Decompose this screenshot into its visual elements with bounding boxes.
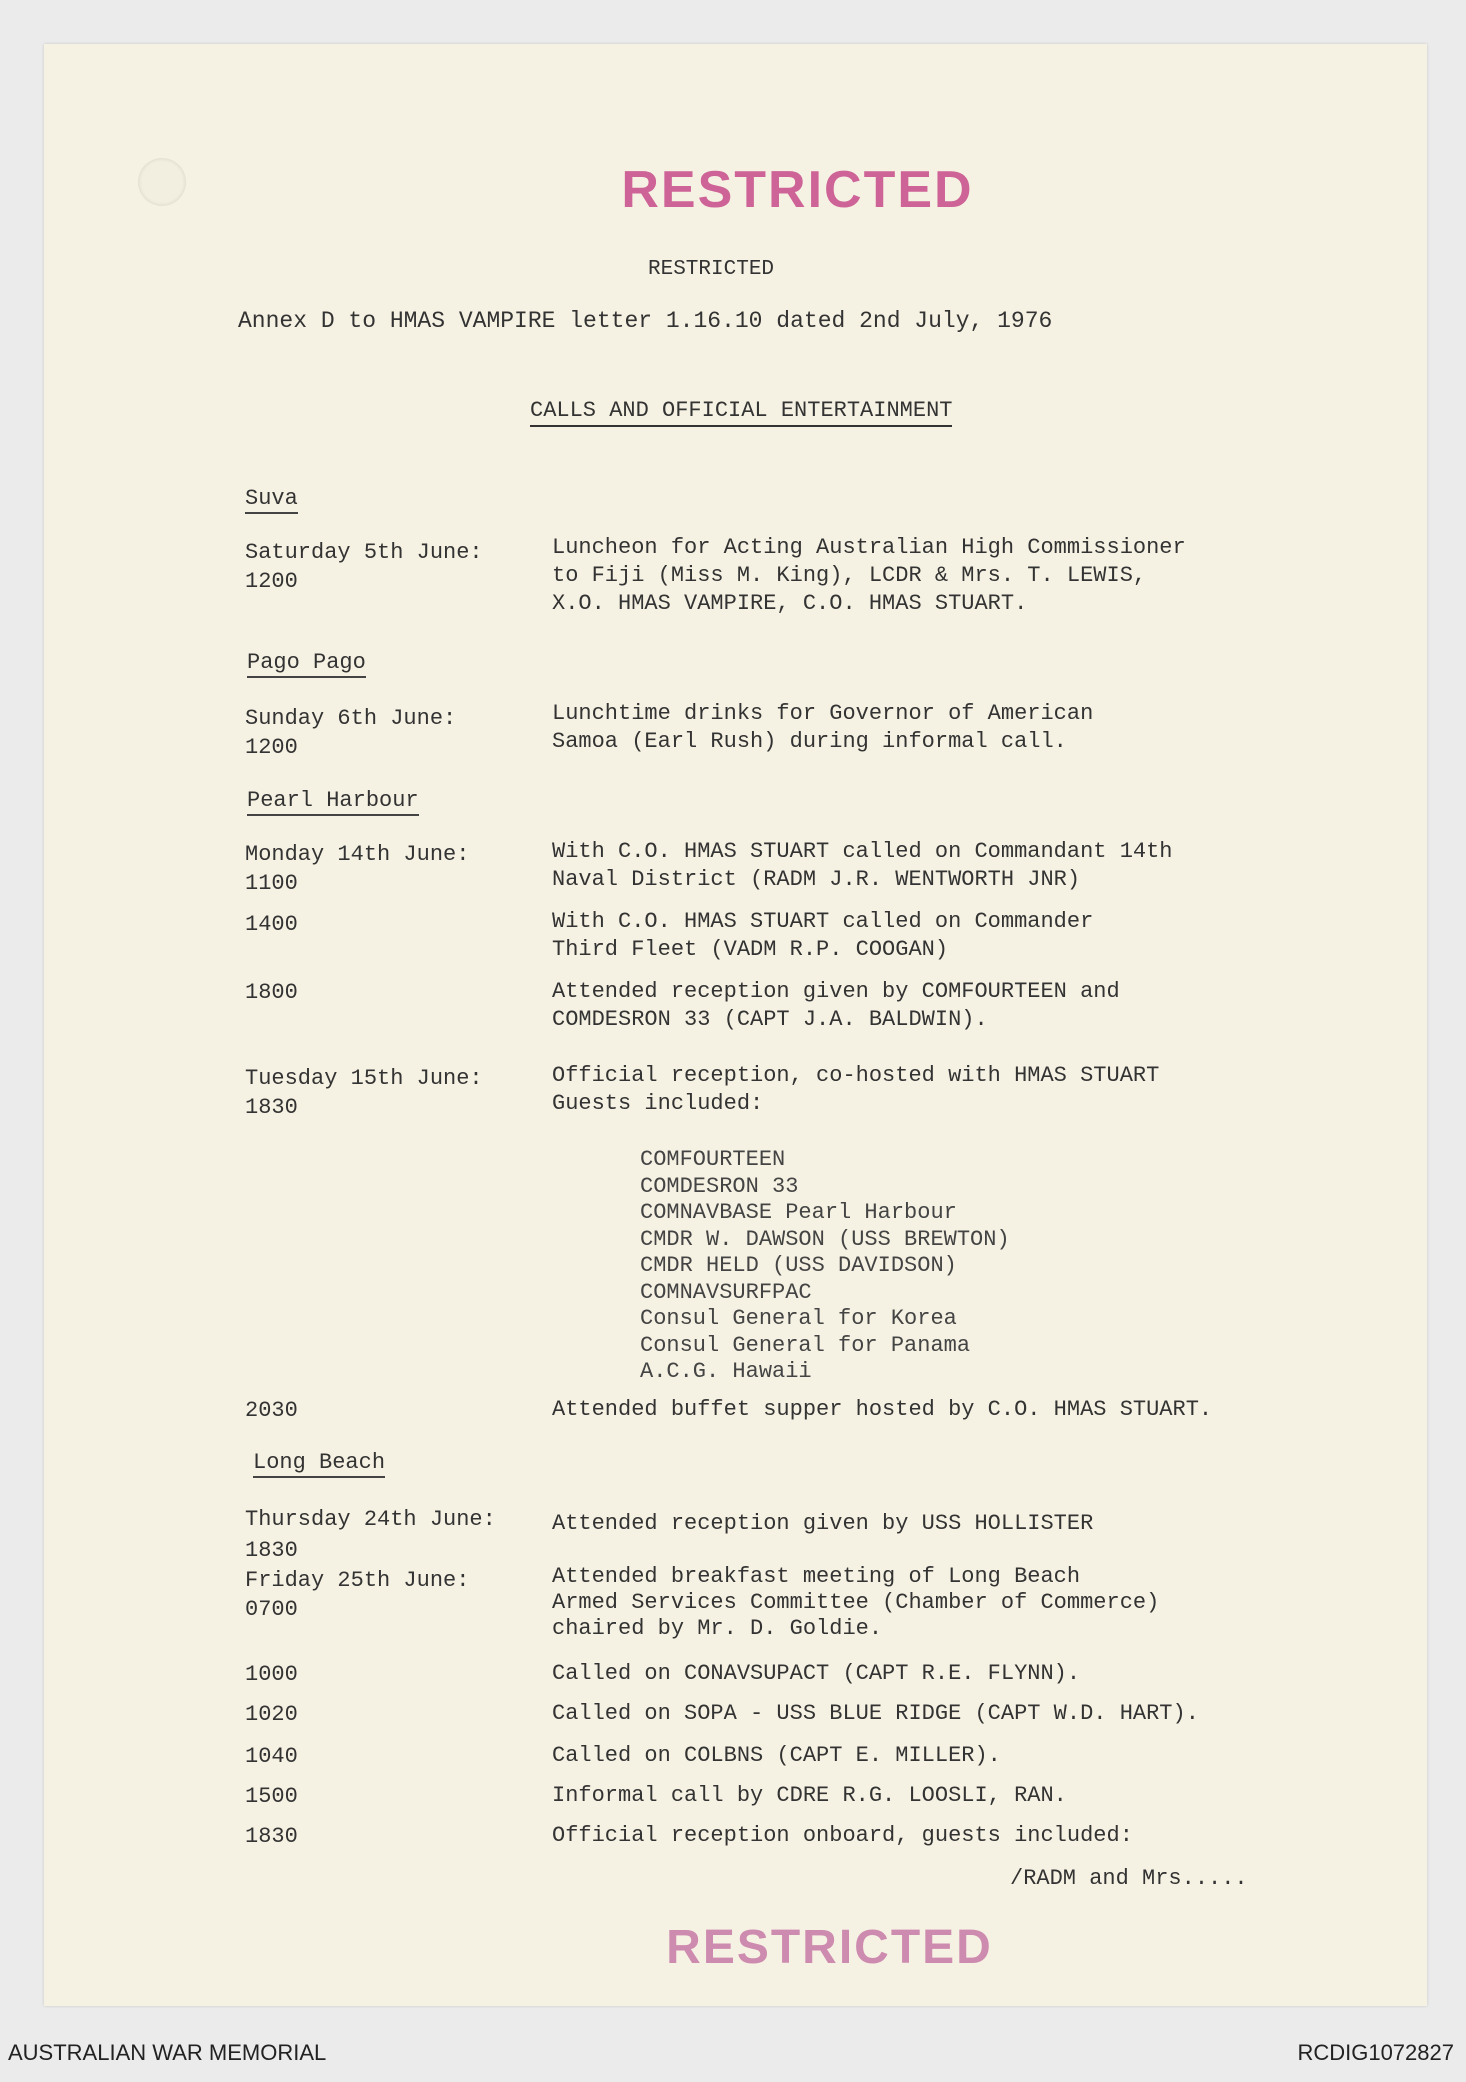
entry-date: Monday 14th June: 1100 — [245, 842, 470, 896]
entry-description: Attended reception given by COMFOURTEEN and COMDESRON 33 (CAPT J.A. BALDWIN). — [552, 979, 1120, 1032]
guest-list-item: COMDESRON 33 — [640, 1173, 799, 1199]
entry-date: Friday 25th June: 0700 — [245, 1568, 470, 1622]
entry-description: Official reception, co-hosted with HMAS STUART Guests included: — [552, 1063, 1160, 1116]
entry-date: Sunday 6th June: 1200 — [245, 706, 457, 760]
place-heading-pearl-harbour: Pearl Harbour — [247, 788, 419, 816]
entry-description: Official reception onboard, guests included: — [552, 1823, 1133, 1848]
guest-list-item: Consul General for Panama — [640, 1332, 971, 1358]
entry-date: 1020 — [245, 1702, 298, 1727]
entry-date: Tuesday 15th June: 1830 — [245, 1066, 483, 1120]
entry-date: 1000 — [245, 1662, 298, 1687]
entry-description: Called on SOPA - USS BLUE RIDGE (CAPT W.D. HART). — [552, 1701, 1199, 1726]
document-page — [44, 44, 1427, 2006]
place-heading-long-beach: Long Beach — [253, 1450, 385, 1478]
archive-credit: AUSTRALIAN WAR MEMORIAL — [8, 2040, 327, 2065]
entry-description: Called on CONAVSUPACT (CAPT R.E. FLYNN). — [552, 1661, 1081, 1686]
guest-list-item: CMDR HELD (USS DAVIDSON) — [640, 1253, 957, 1278]
guest-list-item: Consul General for Korea — [640, 1306, 957, 1331]
archive-reference: RCDIG1072827 — [1297, 2040, 1454, 2065]
guest-list-item: COMNAVSURFPAC — [640, 1279, 812, 1305]
guest-list-item: A.C.G. Hawaii — [640, 1359, 812, 1384]
entry-description: Attended buffet supper hosted by C.O. HMAS STUART. — [552, 1397, 1213, 1422]
entry-date: Saturday 5th June: 1200 — [245, 540, 483, 594]
guest-list-item: COMFOURTEEN — [640, 1147, 786, 1172]
entry-description: Attended reception given by USS HOLLISTER — [552, 1511, 1094, 1536]
entry-description: Informal call by CDRE R.G. LOOSLI, RAN. — [552, 1783, 1067, 1808]
annex-line: Annex D to HMAS VAMPIRE letter 1.16.10 dated 2nd July, 1976 — [238, 308, 1053, 334]
entry-date: 1040 — [245, 1744, 298, 1769]
typed-restricted-label: RESTRICTED — [648, 258, 775, 281]
entry-date: 1500 — [245, 1784, 298, 1809]
guest-list — [640, 1147, 1010, 1386]
continuation-note: /RADM and Mrs..... — [1010, 1866, 1248, 1891]
guest-list-item: CMDR W. DAWSON (USS BREWTON) — [640, 1226, 1010, 1252]
entry-date: 1830 — [245, 1824, 298, 1849]
entry-description: Attended breakfast meeting of Long Beach Armed Services Committee (Chamber of Commerce) chaired by Mr. D. Goldie. — [552, 1564, 1160, 1641]
entry-description: Lunchtime drinks for Governor of American Samoa (Earl Rush) during informal call. — [552, 701, 1094, 754]
restricted-stamp-top: RESTRICTED — [621, 161, 974, 219]
restricted-stamp-bottom: RESTRICTED — [666, 1921, 993, 1974]
entry-description: With C.O. HMAS STUART called on Commandant 14th Naval District (RADM J.R. WENTWORTH JNR) — [552, 839, 1173, 892]
place-heading-suva: Suva — [245, 486, 298, 514]
place-heading-pago-pago: Pago Pago — [247, 650, 366, 678]
entry-date: 1400 — [245, 912, 298, 937]
entry-date: 2030 — [245, 1398, 298, 1423]
entry-description: Luncheon for Acting Australian High Commissioner to Fiji (Miss M. King), LCDR & Mrs. T. LEWIS, X.O. HMAS VAMPIRE, C.O. HMAS STUART. — [552, 535, 1186, 616]
document-heading: CALLS AND OFFICIAL ENTERTAINMENT — [530, 398, 952, 427]
guest-list-item: COMNAVBASE Pearl Harbour — [640, 1200, 957, 1225]
entry-description: With C.O. HMAS STUART called on Commander Third Fleet (VADM R.P. COOGAN) — [552, 909, 1094, 962]
entry-date: Thursday 24th June: 1830 — [245, 1507, 496, 1563]
entry-description: Called on COLBNS (CAPT E. MILLER). — [552, 1743, 1001, 1768]
entry-date: 1800 — [245, 980, 298, 1005]
